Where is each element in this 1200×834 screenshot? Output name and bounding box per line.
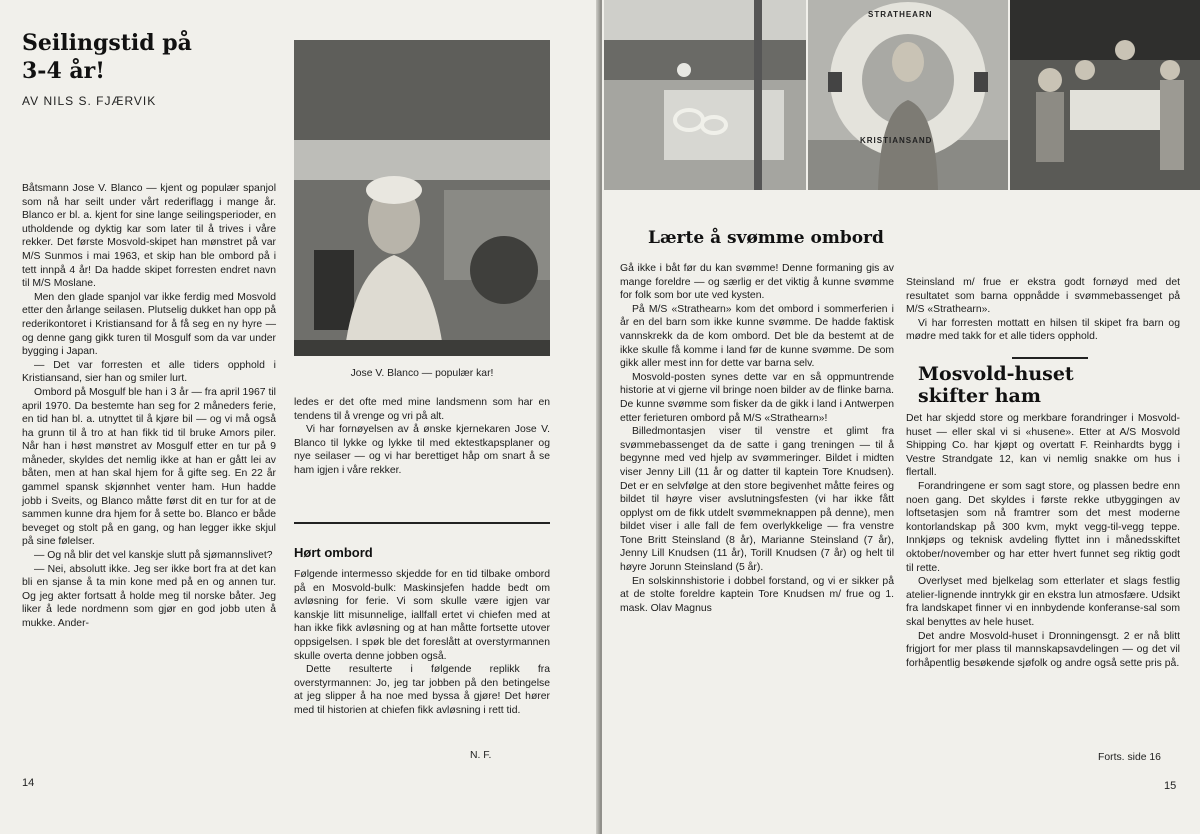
- column-2: [294, 396, 550, 478]
- lifebuoy-photo: [808, 0, 1008, 190]
- paragraph: ledes er det ofte med mine landsmenn som har en tendens til å vrenge og vri på alt.: [294, 397, 550, 422]
- paragraph: Det andre Mosvold-huset i Dronningensgt. 2 er nå blitt frigjort for mer plass til mannskapsavdelingen — og det vil forhåpentlig besøkende sjøfolk og andre også sette pris på.: [906, 630, 1180, 669]
- lifebuoy-text-top: STRATHEARN: [868, 10, 933, 19]
- paragraph: Det har skjedd store og merkbare forandringer i Mosvold-huset — eller skal vi si «husene». Etter at A/S Mosvold Shipping Co. har kjøpt og overtatt F. Reinhardts bygg i Vestre Strandgate 12, kan vi nemlig snakke om hus i flertall.: [906, 413, 1180, 479]
- paragraph: — Nei, absolutt ikke. Jeg ser ikke bort fra at det kan bli en sjanse å ta min kone med på en og annen tur. Og jeg akter fortsatt å holde meg til norske båter. Jeg liker å lede nordmenn som gjør en god jobb uten å mukke. Ander-: [22, 563, 276, 629]
- headline-2-line1: Mosvold-huset: [918, 363, 1074, 385]
- column-2: [906, 276, 1180, 344]
- column-3: [294, 568, 550, 718]
- headline-line1: Seilingstid på: [22, 30, 192, 56]
- paragraph: Båtsmann Jose V. Blanco — kjent og populær spanjol som nå har seilt under vårt rederiflagg i mange år. Blanco er bl. a. kjent for sine lange seilingsperioder, en utholdende og dyktig kar som later til å trives i våre rekker. Det første Mosvold-skipet han mønstret på var M/S Sunmos i mai 1963, et skip han ble ombord på i tett innpå 4 år! Da hadde skipet forresten endret navn til M/S Moslane.: [22, 183, 276, 290]
- pool-photo-graphic: [604, 0, 806, 190]
- paragraph: Følgende intermesso skjedde for en tid tilbake ombord på en Mosvold-bulk: Maskinsjefen hadde bedt om avløsning for ferie. Vi som skulle være igjen var kanskje litt misunnelige, iallfall ertet vi chiefen med at han ikke fikk avløsning og at han måtte fortsette utover oppsigelsen. I spøk ble det foreslått at overstyrmannen skulle overta denne jobben også.: [294, 569, 550, 662]
- party-photo-graphic: [1010, 0, 1200, 190]
- column-2b: [906, 412, 1180, 670]
- section-divider: [1012, 357, 1088, 359]
- paragraph: Vi har forresten mottatt en hilsen til skipet fra barn og mødre med takk for et alle tiders opphold.: [906, 317, 1180, 343]
- paragraph: Overlyset med bjelkelag som etterlater et slags festlig atelier-lignende inntrykk gir en ekstra lun atmosfære. Udsikt fra landskapet finner vi en innbydende konferanse-sal som skal benyttes av hele huset.: [906, 576, 1180, 628]
- subhead: Hørt ombord: [294, 545, 373, 560]
- signature: N. F.: [470, 750, 492, 761]
- headline-line2: 3-4 år!: [22, 57, 105, 84]
- paragraph: Forandringene er som sagt store, og plassen bedre enn noen gang. Det skyldes i første rekke utbyggingen av loftsetasjen som nå framtrer som det mest moderne kontorlandskap på 300 kvm, mykt vegg-til-vegg teppe. Innkjøps og teknisk avdeling flyttet inn i månedsskiftet oktober/november og har etter hvert funnet seg riktig godt til rette.: [906, 480, 1180, 574]
- continued-note: Forts. side 16: [1098, 752, 1161, 763]
- paragraph: Mosvold-posten synes dette var en så oppmuntrende historie at vi gjerne vil bringe noen bilder av de flinke barna. De kunne svømme som fisker da de gikk i land i Antwerpen etter ferieturen ombord på M/S «Strathearn»!: [620, 371, 894, 424]
- photo-caption: Jose V. Blanco — populær kar!: [350, 368, 494, 379]
- paragraph: Billedmontasjen viser til venstre et glimt fra svømmebassenget da de satte i gang treningen — til å begynne med ved hjelp av svømmeringer. Bildet i midten viser Jenny Lill (11 år og datter til kaptein Tore Knudsen). Det er en selvfølge at den store begivenhet måtte feires og bildet til høyre viser avslutningsfesten (vi har ikke fått opplyst om de fikk utdelt svømmeknappen på denne), men bildet viser i alle fall de fem overlykkelige — fra venstre Tone Britt Steinsland (8 år), Marianne Steinsland (7 år), Jenny Lill Knudsen (11 år), Torill Knudsen (7 år) og helt til høyre Jorunn Steinsland (5 år).: [620, 426, 894, 574]
- right-page: [602, 0, 1200, 834]
- headline: [22, 30, 192, 85]
- paragraph: — Det var forresten et alle tiders opphold i Kristiansand, sier han og smiler lurt.: [22, 359, 276, 385]
- headline-2: [918, 363, 1074, 407]
- column-1: [22, 182, 276, 631]
- paragraph: Dette resulterte i følgende replikk fra overstyrmannen: Jo, jeg tar jobben på den betingelse at jeg slipper å ha noe med byssa å gjøre! Det hører med til historien at chiefen fikk avløsning i rett tid.: [294, 664, 550, 716]
- section-divider: [294, 522, 550, 524]
- paragraph: Steinsland m/ frue er ekstra godt fornøyd med det resultatet som barna oppnådde i svømmebassenget på M/S «Strathearn».: [906, 277, 1180, 316]
- column-1: [620, 262, 894, 615]
- portrait-photo: [294, 40, 550, 356]
- portrait-photo-graphic: [294, 40, 550, 356]
- left-page: [0, 0, 598, 834]
- party-photo: [1010, 0, 1200, 190]
- pool-photo: [604, 0, 806, 190]
- paragraph: Ombord på Mosgulf ble han i 3 år — fra april 1967 til april 1970. Da bestemte han seg for 2 måneders ferie, en tid han bl. a. utnyttet til å kjøre bil — og vi må også ha grunn til å tro at han fikk tid til bruke Amors piler. Når han i høst mønstret av Mosgulf etter en tur på 9 måneder, skyldes det nemlig ikke at han er gått lei av båten, men at han skal hjem for å gifte seg. En 22 år gammel spansk skjønnhet venter ham. Hun hadde jobb i Sveits, og Blanco måtte først dit en tur for at de sammen kunne dra hjem for å sette bo. Blanco er både beveget og stolt på en gang, og han legger ikke skjul på sine følelser.: [22, 386, 276, 548]
- page-number: 15: [1164, 780, 1177, 792]
- headline: Lærte å svømme ombord: [648, 228, 884, 248]
- paragraph: — Og nå blir det vel kanskje slutt på sjømannslivet?: [34, 550, 273, 562]
- paragraph: En solskinnshistorie i dobbel forstand, og vi er sikker på at de stolte foreldre kaptein Tore Knudsen m/ frue og 1. mask. Olav Magnus: [620, 575, 894, 614]
- paragraph: Gå ikke i båt før du kan svømme! Denne formaning gis av mange foreldre — og særlig er det viktig å kunne svømme for folk som bor ute ved kysten.: [620, 263, 894, 302]
- paragraph: Men den glade spanjol var ikke ferdig med Mosvold etter den årlange seilasen. Plutselig dukket han opp på rederikontoret i Kristiansand for å få seg en ny hyre — og denne gang gikk turen til Mosgulf som da var under bygging i Japan.: [22, 291, 276, 358]
- lifebuoy-photo-graphic: [808, 0, 1008, 190]
- headline-2-line2: skifter ham: [918, 385, 1041, 407]
- page-number: 14: [22, 777, 35, 789]
- lifebuoy-text-bottom: KRISTIANSAND: [860, 136, 933, 145]
- byline: AV NILS S. FJÆRVIK: [22, 94, 157, 108]
- paragraph: Vi har fornøyelsen av å ønske kjernekaren Jose V. Blanco til lykke og lykke til med ektestkapsplaner og nye seilaser — og vi har berettiget håp om snart å se ham igjen i våre rekker.: [294, 424, 550, 476]
- paragraph: På M/S «Strathearn» kom det ombord i sommerferien i år en del barn som ikke kunne svømme. De hadde faktisk vannskrekk da de kom ombord. Det ble da bestemt at de ikke skulle få komme i land før de kunne svømme. De som gikk aller mest inn for dette var barna selv.: [620, 303, 894, 370]
